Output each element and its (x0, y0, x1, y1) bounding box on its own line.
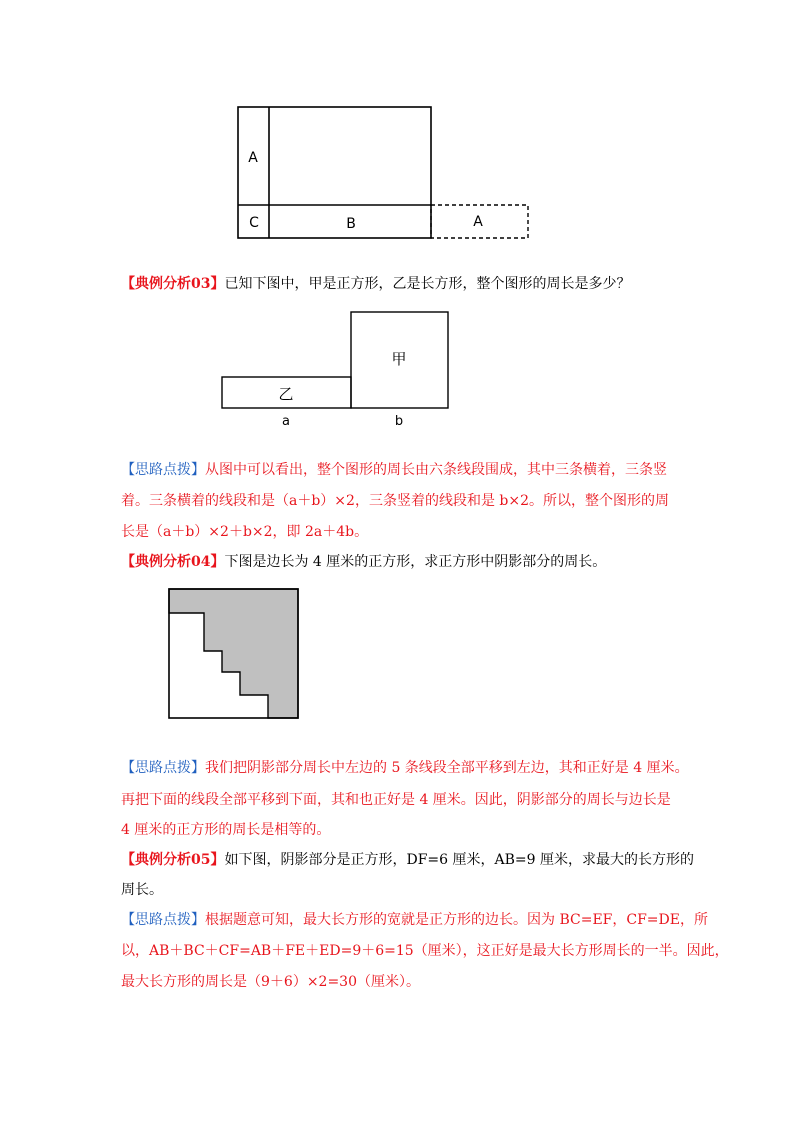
hint03-line-3: 长是（a＋b）×2＋b×2，即 2a＋4b。 (121, 524, 369, 540)
hint05-line-3: 最大长方形的周长是（9＋6）×2=30（厘米）。 (121, 974, 420, 990)
shaded-region (169, 589, 298, 718)
example05-line-2: 周长。 (121, 882, 163, 898)
hint05-line-1 (121, 910, 708, 930)
example04-text: 下图是边长为 4 厘米的正方形，求正方形中阴影部分的周长。 (224, 554, 607, 570)
example03-text: 已知下图中，甲是正方形，乙是长方形，整个图形的周长是多少？ (224, 276, 631, 292)
label-a: a (282, 414, 290, 429)
example04-tag: 【典例分析04】 (121, 554, 225, 570)
label-jia: 甲 (391, 350, 407, 368)
example03-tag: 【典例分析03】 (121, 276, 225, 292)
example04-line (121, 552, 606, 572)
example05-line-1 (121, 850, 694, 870)
hint04-text-1: 我们把阴影部分周长中左边的 5 条线段全部平移到左边，其和正好是 4 厘米。 (205, 760, 689, 776)
label-c: C (249, 215, 259, 231)
example05-text-1: 如下图，阴影部分是正方形，DF=6 厘米，AB=9 厘米，求最大的长方形的 (224, 852, 694, 868)
rect-outer (238, 107, 431, 238)
figure-rectangles-abc (230, 100, 540, 245)
hint05-text-1: 根据题意可知，最大长方形的宽就是正方形的边长。因为 BC=EF，CF=DE，所 (205, 912, 708, 928)
hint03-text-1: 从图中可以看出，整个图形的周长由六条线段围成，其中三条横着，三条竖 (205, 462, 667, 478)
hint04-line-3: 4 厘米的正方形的周长是相等的。 (121, 822, 331, 838)
figure-staircase-square (165, 585, 305, 723)
example03-line (121, 274, 630, 294)
label-yi: 乙 (278, 385, 294, 403)
hint05-tag: 【思路点拨】 (121, 912, 205, 928)
hint03-line-1 (121, 460, 667, 480)
figure-square-rectangle (218, 308, 458, 433)
label-a-dashed: A (473, 214, 483, 230)
hint05-line-2: 以，AB＋BC＋CF=AB＋FE＋ED=9＋6=15（厘米），这正好是最大长方形周长的一半。因此， (121, 943, 729, 959)
hint04-line-1 (121, 758, 689, 778)
hint03-line-2: 着。三条横着的线段和是（a＋b）×2，三条竖着的线段和是 b×2。所以，整个图形的周 (121, 493, 669, 509)
example05-tag: 【典例分析05】 (121, 852, 225, 868)
label-b: b (394, 414, 404, 429)
hint03-tag: 【思路点拨】 (121, 462, 205, 478)
hint04-tag: 【思路点拨】 (121, 760, 205, 776)
label-b: B (346, 216, 356, 232)
label-a-top: A (248, 150, 258, 166)
hint04-line-2: 再把下面的线段全部平移到下面，其和也正好是 4 厘米。因此，阴影部分的周长与边长是 (121, 792, 671, 808)
